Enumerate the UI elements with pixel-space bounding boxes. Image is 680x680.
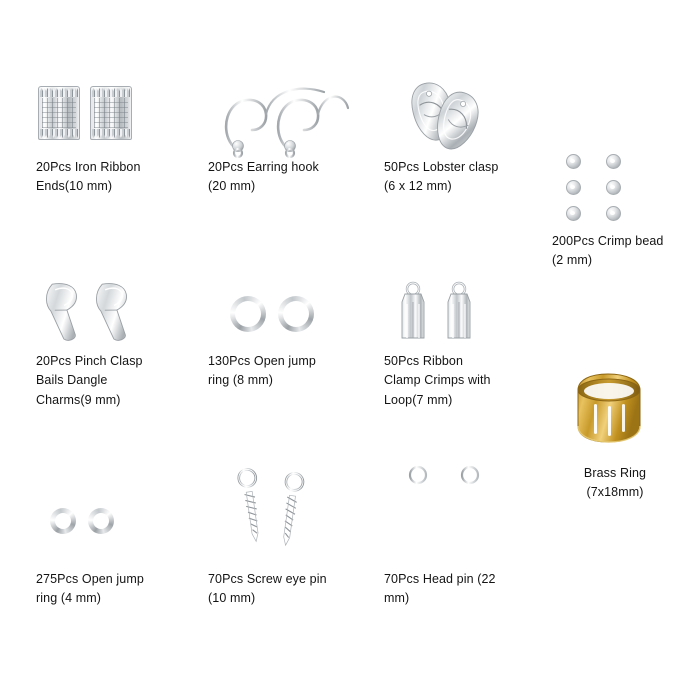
item-caption	[384, 158, 544, 197]
caption-line: (6 x 12 mm)	[384, 179, 452, 194]
item-head-pin	[384, 458, 554, 609]
caption-line: 20Pcs Pinch Clasp	[36, 354, 143, 368]
caption-line: Brass Ring	[583, 466, 647, 480]
item-earring-hook	[208, 78, 368, 197]
caption-line: Loop(7 mm)	[384, 392, 453, 407]
caption-line: Bails Dangle	[36, 373, 108, 388]
caption-line: ring (4 mm)	[36, 591, 101, 606]
caption-line: Ends(10 mm)	[36, 179, 113, 194]
lobster-clasp-icon	[384, 78, 544, 158]
caption-line: 70Pcs Screw eye pin	[208, 572, 327, 586]
caption-line: mm)	[384, 591, 410, 606]
caption-line: Charms(9 mm)	[36, 392, 121, 407]
caption-line: 200Pcs Crimp bead	[552, 234, 664, 248]
item-open-jump-ring-8mm	[208, 278, 368, 391]
screw-eye-pin-icon	[208, 460, 378, 570]
item-caption	[36, 158, 186, 197]
item-open-jump-ring-4mm	[36, 490, 186, 609]
earring-hook-icon	[208, 78, 368, 158]
item-caption	[208, 158, 368, 197]
item-brass-ring	[552, 368, 678, 503]
item-lobster-clasp	[384, 78, 544, 197]
item-screw-eye-pin	[208, 460, 378, 609]
item-caption	[552, 232, 678, 271]
caption-line: 130Pcs Open jump	[208, 354, 316, 368]
caption-line: 20Pcs Earring hook	[208, 160, 319, 174]
caption-line: ring (8 mm)	[208, 373, 273, 388]
caption-line: (7x18mm)	[586, 485, 644, 500]
item-crimp-bead	[552, 146, 678, 271]
caption-line: Clamp Crimps with	[384, 373, 491, 388]
item-caption	[384, 570, 554, 609]
caption-line: 275Pcs Open jump	[36, 572, 144, 586]
ribbon-clamp-icon	[384, 278, 544, 352]
ribbon-end-icon	[36, 78, 186, 158]
caption-line: 20Pcs Iron Ribbon	[36, 160, 141, 174]
caption-line: (20 mm)	[208, 179, 256, 194]
jump-ring-icon	[208, 278, 368, 352]
jump-ring-icon	[36, 490, 186, 570]
caption-line: (2 mm)	[552, 253, 593, 268]
brass-ring-icon	[552, 368, 678, 464]
item-pinch-clasp-bails	[36, 278, 186, 410]
caption-line: (10 mm)	[208, 591, 256, 606]
item-caption	[552, 464, 678, 503]
item-caption	[36, 570, 186, 609]
caption-line: 50Pcs Lobster clasp	[384, 160, 499, 174]
item-caption	[208, 352, 368, 391]
item-caption	[384, 352, 544, 410]
item-caption	[36, 352, 186, 410]
item-caption	[208, 570, 378, 609]
caption-line: 70Pcs Head pin (22	[384, 572, 496, 586]
caption-line: 50Pcs Ribbon	[384, 354, 464, 368]
head-pin-icon	[384, 458, 554, 570]
crimp-bead-icon	[552, 146, 678, 232]
item-iron-ribbon-ends	[36, 78, 186, 197]
pinch-bail-icon	[36, 278, 186, 352]
item-ribbon-clamp-crimps	[384, 278, 544, 410]
